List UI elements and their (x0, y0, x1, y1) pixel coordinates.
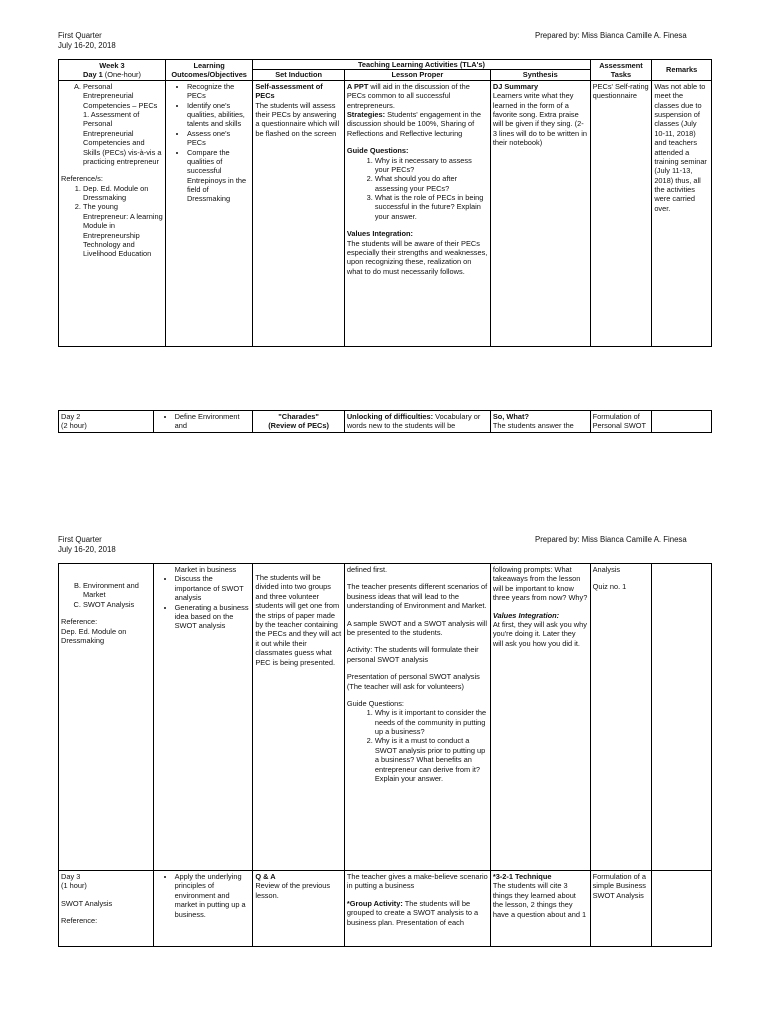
day2-label: Day 2 (61, 412, 81, 421)
values-integration-label: Values Integration: (492, 610, 560, 620)
date-range: July 16-20, 2018 (58, 545, 116, 555)
reference-label: Reference/s: (61, 174, 103, 184)
header-synthesis: Synthesis (490, 70, 590, 80)
guide-question: 3. What is the role of PECs in being successful in the future? Explain your answer. (375, 193, 488, 221)
lesson-plan-table-1 (58, 59, 712, 347)
day3-synthesis-cell (490, 871, 590, 947)
header-assessment: Assessment Tasks (590, 60, 652, 81)
prepared-by: Prepared by: Miss Bianca Camille A. Finesa (535, 535, 687, 544)
charades-sub: (Review of PECs) (268, 421, 329, 431)
quarter-label: First Quarter (58, 31, 102, 40)
day1-synthesis-cell (490, 80, 590, 346)
lesson-text: Presentation of personal SWOT analysis (The teacher will ask for volunteers) (346, 672, 480, 691)
values-integration-label: Values Integration: (346, 229, 413, 239)
header-outcomes: Learning Outcomes/Objectives (165, 60, 252, 81)
day2-set-induction-cell (253, 411, 345, 433)
lesson-plan-table-2 (58, 410, 712, 433)
topic-pecs-sub: 1. Assessment of Personal Entrepreneurial Competencies and Skills (PECs) vis-à-vis a practicing entrepreneur (83, 109, 162, 166)
day2-set-induction-cont-cell (253, 564, 345, 871)
day3-label-cell (59, 871, 154, 947)
lesson-activity: Activity: The students will formulate their personal SWOT analysis (346, 645, 479, 664)
guide-question: 1. Why is it important to consider the needs of the community in putting up a business? (375, 708, 488, 736)
lesson-intro: A PPT will aid in the discussion of the PECs common to all successful entrepreneurs. (346, 81, 470, 110)
header-remarks: Remarks (652, 60, 712, 81)
prepared-by: Prepared by: Miss Bianca Camille A. Finesa (535, 31, 687, 40)
day2-assessment-cell: Formulation of Personal SWOT (590, 411, 652, 433)
lesson-strategies: Strategies: Students' engagement in the discussion should be 100%, Sharing of Reflections and Reflective lecturing (346, 109, 481, 138)
day2-topic-cell (59, 564, 154, 871)
quiz-label: Quiz no. 1 (592, 582, 627, 592)
qa-title: Q & A (255, 872, 276, 881)
synthesis-title: DJ Summary (492, 81, 539, 91)
day2-assessment-cont-cell (590, 564, 652, 871)
objective-item: • Recognize the PECs (187, 82, 250, 101)
topic-item: C. SWOT Analysis (83, 600, 151, 609)
day2-lesson-proper-cell: Unlocking of difficulties: Vocabulary or words new to the students will be (344, 411, 490, 433)
day2-lesson-proper-cont-cell (344, 564, 490, 871)
values-integration-text: The students will be aware of their PECs especially their strengths and weaknesses, upon recognizing these, realization on what to do must necessarily follows. (346, 238, 488, 276)
topic-item: B. Environment and Market (83, 581, 151, 600)
day3-assessment-cell: Formulation of a simple Business SWOT Analysis (590, 871, 652, 947)
set-induction-title: Self-assessment of PECs (255, 81, 323, 101)
day1-objectives-cell (165, 80, 252, 346)
lesson-text: defined first. (346, 565, 388, 574)
charades-title: "Charades" (278, 412, 319, 421)
week-label: Week 3 (99, 60, 125, 70)
day1-set-induction-cell (253, 80, 345, 346)
objective-item: • Assess one's PECs (187, 129, 250, 148)
day3-hours: (1 hour) (61, 881, 87, 891)
objective-item: • Discuss the importance of SWOT analysis (175, 574, 251, 602)
day2-synthesis-cont-cell (490, 564, 590, 871)
day1-topic-cell (59, 80, 166, 346)
guide-question: 2. What should you do after assessing your PECs? (375, 174, 488, 193)
so-what-title: So, What? (492, 412, 529, 421)
day3-remarks-cell (652, 871, 712, 947)
header-lesson-proper: Lesson Proper (344, 70, 490, 80)
day3-lesson-proper-cell (344, 871, 490, 947)
guide-questions-label: Guide Questions: (346, 698, 404, 708)
synthesis-text: Learners write what they learned in the form of a favorite song. Extra praise will be given if they sing. (2-3 lines will do to be written in their notebook) (492, 91, 587, 148)
page1-header-left (58, 31, 116, 51)
topic-pecs: A. Personal Entrepreneurial Competencies – PECs (83, 82, 163, 110)
guide-question: 2. Why is it a must to conduct a SWOT analysis prior to putting up a business? What benefits an entrepreneur can derive from it? Explain your answer. (375, 736, 488, 783)
reference-item: Dep. Ed. Module on Dressmaking (61, 626, 127, 645)
day2-objectives-cell (153, 564, 253, 871)
header-week-day (59, 60, 166, 81)
lesson-plan-table-3 (58, 563, 712, 947)
group-activity: *Group Activity: The students will be grouped to create a SWOT analysis to a business plan. Presentation of each (346, 898, 479, 927)
day2-objective-cell (153, 411, 253, 433)
day3-topic: SWOT Analysis (61, 898, 113, 908)
header-set-induction: Set Induction (253, 70, 345, 80)
date-range: July 16-20, 2018 (58, 41, 116, 51)
guide-question: 1. Why is it necessary to assess your PECs? (375, 156, 488, 175)
day3-label: Day 3 (61, 872, 81, 881)
day3-set-induction-cell (253, 871, 345, 947)
objective-item: • Define Environment and (175, 412, 251, 431)
day2-label-cell (59, 411, 154, 433)
set-induction-text: The students will assess their PECs by answering a questionnaire which will be flashed on the screen (255, 100, 340, 138)
guide-questions-label: Guide Questions: (346, 146, 409, 156)
header-tla: Teaching Learning Activities (TLA's) (253, 60, 590, 70)
day1-lesson-proper-cell (344, 80, 490, 346)
reference-item: 2. The young Entrepreneur: A learning Module in Entrepreneurship Technology and Livelihood Education (83, 202, 163, 258)
reference-item: 1. Dep. Ed. Module on Dressmaking (83, 184, 163, 203)
objective-item: • Apply the underlying principles of environment and market in putting up a business. (175, 872, 251, 919)
lesson-text: The teacher presents different scenarios of business ideas that will lead to the understanding of Environment and Market. (346, 582, 488, 611)
page2-header-left (58, 535, 116, 555)
day3-objective-cell (153, 871, 253, 947)
day1-assessment-cell: PECs' Self-rating questionnaire (590, 80, 652, 346)
objective-item: • Generating a business idea based on the SWOT analysis (175, 603, 251, 631)
technique-text: The students will cite 3 things they learned about the lesson, 2 things they have a question about and 1 (492, 881, 587, 919)
day2-remarks-cell (652, 411, 712, 433)
day2-hours: (2 hour) (61, 421, 87, 431)
assessment-text: Analysis (592, 565, 621, 574)
day2-synthesis-cell (490, 411, 590, 433)
day1-remarks-cell: Was not able to meet the classes due to suspension of classes (July 10-11, 2018) and teachers attended a training seminar (July 11-13, 2018) thus, all the activities were carried over. (652, 80, 712, 346)
lesson-text: A sample SWOT and a SWOT analysis will be presented to the students. (346, 618, 488, 637)
so-what-text: The students answer the (492, 421, 574, 431)
qa-text: Review of the previous lesson. (255, 881, 331, 900)
reference-label: Reference: (61, 617, 98, 627)
charades-text: The students will be divided into two groups and three volunteer students will get one from the strips of paper made by the teacher containing the PECs and they will act it out while their classmates guess what PEC is being presented. (255, 573, 342, 667)
day2-remarks-cont-cell (652, 564, 712, 871)
reference-label: Reference: (61, 916, 98, 926)
day1-label: Day 1 (One-hour) (83, 69, 141, 79)
objective-item: • Compare the qualities of successful Entrepinoys in the field of Dressmaking (187, 148, 250, 204)
technique-title: *3-2-1 Technique (492, 872, 552, 881)
quarter-label: First Quarter (58, 535, 102, 544)
objective-cont: Market in business (174, 565, 237, 574)
values-integration-text: At first, they will ask you why you're doing it. Later they will ask you how you did it. (492, 619, 587, 648)
synthesis-text: following prompts: What takeaways from the lesson will be important to know three years from now? Why? (492, 565, 588, 603)
objective-item: • Identify one's qualities, abilities, talents and skills (187, 101, 250, 129)
lesson-text: The teacher gives a make-believe scenario in putting a business (346, 872, 488, 891)
